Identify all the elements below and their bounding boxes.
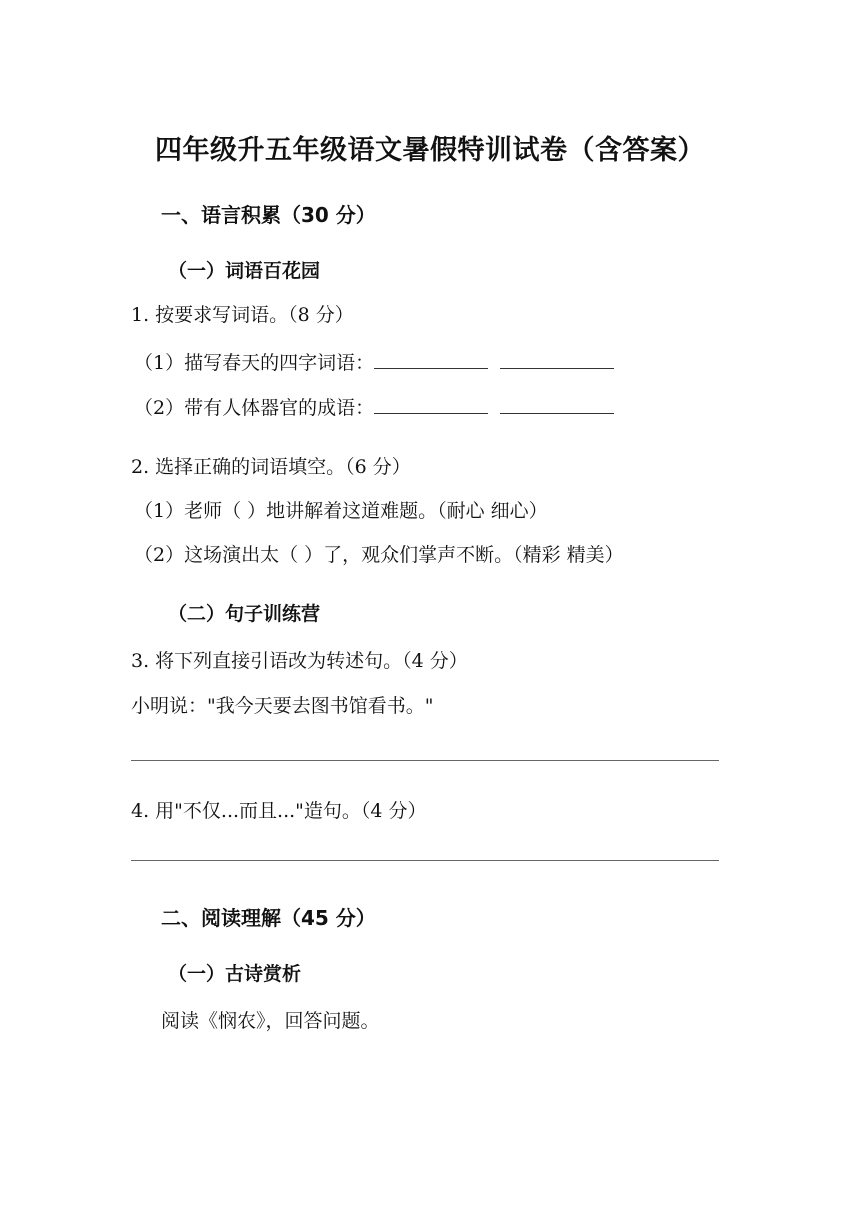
question-2-stem: 2. 选择正确的词语填空。（6 分） (131, 456, 411, 478)
answer-blank[interactable] (374, 395, 488, 414)
answer-line[interactable] (131, 760, 719, 761)
question-3-stem: 3. 将下列直接引语改为转述句。（4 分） (131, 650, 468, 672)
page-title: 四年级升五年级语文暑假特训试卷（含答案） (155, 135, 705, 166)
subsection-sentence-heading: （二）句子训练营 (168, 603, 321, 625)
subsection-poem-heading: （一）古诗赏析 (168, 963, 302, 985)
question-4-stem: 4. 用"不仅...而且..."造句。（4 分） (131, 800, 427, 822)
reading-intro: 阅读《悯农》，回答问题。 (161, 1010, 380, 1032)
subsection-vocabulary-heading: （一）词语百花园 (168, 260, 321, 282)
question-1-stem: 1. 按要求写词语。（8 分） (131, 304, 354, 326)
section-2-heading: 二、阅读理解（45 分） (161, 906, 376, 930)
question-1-item-1-text: （1）描写春天的四字词语： (134, 352, 375, 374)
question-3-quote: 小明说："我今天要去图书馆看书。" (131, 695, 434, 717)
answer-line[interactable] (131, 860, 719, 861)
section-1-heading: 一、语言积累（30 分） (161, 203, 376, 227)
answer-blank[interactable] (374, 350, 488, 369)
question-1-item-2 (134, 393, 614, 420)
question-2-item-2: （2）这场演出太（ ）了，观众们掌声不断。（精彩 精美） (134, 544, 624, 566)
answer-blank[interactable] (500, 395, 614, 414)
question-1-item-2-text: （2）带有人体器官的成语： (134, 397, 375, 419)
answer-blank[interactable] (500, 350, 614, 369)
question-2-item-1: （1）老师（ ）地讲解着这道难题。（耐心 细心） (134, 500, 548, 522)
question-1-item-1 (134, 348, 614, 375)
